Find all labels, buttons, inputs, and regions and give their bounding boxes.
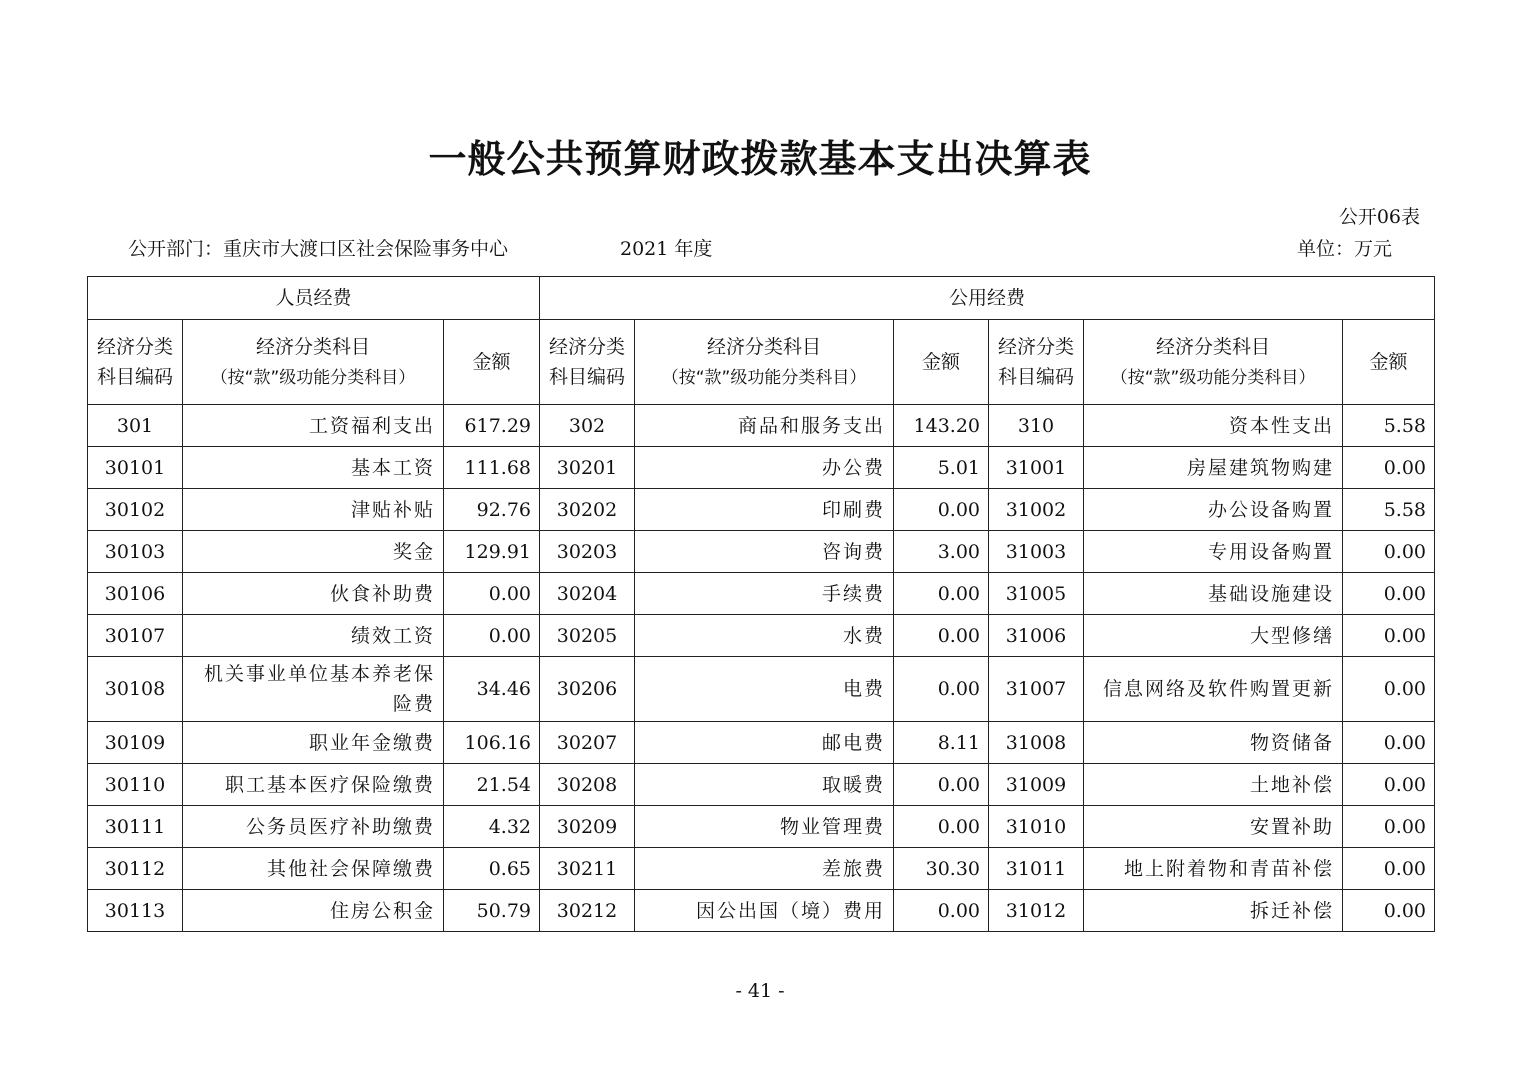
header-name-line2: （按“款”级功能分类科目） — [1110, 367, 1316, 388]
header-code-line1: 经济分类 — [998, 336, 1075, 358]
goods-code: 30206 — [540, 657, 635, 722]
goods-amount: 8.11 — [894, 722, 989, 764]
capital-code: 31002 — [989, 489, 1084, 531]
personnel-code: 30109 — [88, 722, 183, 764]
group-public: 公用经费 — [540, 277, 1435, 320]
goods-item: 手续费 — [635, 573, 894, 615]
table-row — [88, 447, 1435, 489]
header-code-line1: 经济分类 — [96, 336, 173, 358]
table-row — [88, 764, 1435, 806]
goods-code: 30203 — [540, 531, 635, 573]
personnel-amount: 617.29 — [444, 405, 540, 447]
goods-amount: 0.00 — [894, 489, 989, 531]
table-row — [88, 806, 1435, 848]
goods-amount: 143.20 — [894, 405, 989, 447]
personnel-code: 30102 — [88, 489, 183, 531]
goods-item: 取暖费 — [635, 764, 894, 806]
capital-code: 31009 — [989, 764, 1084, 806]
header-amount-3: 金额 — [1343, 320, 1435, 405]
goods-code: 30208 — [540, 764, 635, 806]
goods-item: 因公出国（境）费用 — [635, 890, 894, 932]
goods-amount: 30.30 — [894, 848, 989, 890]
goods-code: 30212 — [540, 890, 635, 932]
table-row — [88, 531, 1435, 573]
capital-code: 31008 — [989, 722, 1084, 764]
budget-table — [87, 276, 1435, 932]
header-name-line1: 经济分类科目 — [255, 335, 370, 358]
header-code-line2: 科目编码 — [998, 366, 1075, 388]
goods-amount: 0.00 — [894, 657, 989, 722]
capital-item: 办公设备购置 — [1084, 489, 1343, 531]
goods-amount: 3.00 — [894, 531, 989, 573]
goods-item: 电费 — [635, 657, 894, 722]
header-name-line1: 经济分类科目 — [1156, 335, 1271, 358]
capital-item: 物资储备 — [1084, 722, 1343, 764]
personnel-item: 职工基本医疗保险缴费 — [183, 764, 444, 806]
personnel-amount: 21.54 — [444, 764, 540, 806]
capital-code: 31005 — [989, 573, 1084, 615]
header-code-line2: 科目编码 — [549, 366, 626, 388]
capital-item: 资本性支出 — [1084, 405, 1343, 447]
personnel-amount: 0.00 — [444, 615, 540, 657]
header-name-3 — [1084, 320, 1343, 405]
goods-amount: 0.00 — [894, 890, 989, 932]
capital-code: 31006 — [989, 615, 1084, 657]
capital-amount: 0.00 — [1343, 573, 1435, 615]
meta-row — [128, 234, 1392, 262]
capital-amount: 0.00 — [1343, 722, 1435, 764]
header-name-line1: 经济分类科目 — [707, 335, 822, 358]
header-name-line2: （按“款”级功能分类科目） — [661, 367, 867, 388]
header-name-1 — [183, 320, 444, 405]
capital-amount: 0.00 — [1343, 615, 1435, 657]
capital-amount: 0.00 — [1343, 890, 1435, 932]
personnel-code: 30113 — [88, 890, 183, 932]
goods-code: 30205 — [540, 615, 635, 657]
personnel-item: 公务员医疗补助缴费 — [183, 806, 444, 848]
personnel-amount: 50.79 — [444, 890, 540, 932]
page-title: 一般公共预算财政拨款基本支出决算表 — [428, 137, 1092, 181]
personnel-code: 30111 — [88, 806, 183, 848]
goods-amount: 0.00 — [894, 806, 989, 848]
personnel-item: 奖金 — [183, 531, 444, 573]
personnel-item: 其他社会保障缴费 — [183, 848, 444, 890]
header-code-line1: 经济分类 — [549, 336, 626, 358]
goods-code: 30209 — [540, 806, 635, 848]
capital-code: 31003 — [989, 531, 1084, 573]
header-name-line2: （按“款”级功能分类科目） — [210, 367, 416, 388]
personnel-amount: 129.91 — [444, 531, 540, 573]
capital-amount: 0.00 — [1343, 531, 1435, 573]
header-code-1 — [88, 320, 183, 405]
goods-amount: 0.00 — [894, 615, 989, 657]
department-label: 公开部门：重庆市大渡口区社会保险事务中心 — [128, 238, 509, 260]
capital-item: 大型修缮 — [1084, 615, 1343, 657]
page-number: - 41 - — [735, 980, 785, 1002]
column-header-row — [88, 320, 1435, 405]
personnel-item: 机关事业单位基本养老保险费 — [183, 657, 444, 722]
personnel-amount: 4.32 — [444, 806, 540, 848]
capital-item: 基础设施建设 — [1084, 573, 1343, 615]
goods-amount: 0.00 — [894, 573, 989, 615]
group-personnel: 人员经费 — [88, 277, 540, 320]
capital-code: 31011 — [989, 848, 1084, 890]
goods-code: 30207 — [540, 722, 635, 764]
personnel-item: 津贴补贴 — [183, 489, 444, 531]
goods-code: 30204 — [540, 573, 635, 615]
capital-item: 专用设备购置 — [1084, 531, 1343, 573]
goods-code: 30211 — [540, 848, 635, 890]
group-header-row — [88, 277, 1435, 320]
personnel-code: 30101 — [88, 447, 183, 489]
capital-item: 安置补助 — [1084, 806, 1343, 848]
personnel-code: 30106 — [88, 573, 183, 615]
capital-code: 310 — [989, 405, 1084, 447]
personnel-item: 基本工资 — [183, 447, 444, 489]
table-row — [88, 489, 1435, 531]
personnel-code: 30103 — [88, 531, 183, 573]
table-row — [88, 573, 1435, 615]
personnel-item: 伙食补助费 — [183, 573, 444, 615]
personnel-amount: 92.76 — [444, 489, 540, 531]
personnel-amount: 111.68 — [444, 447, 540, 489]
year-label: 2021 年度 — [620, 238, 713, 260]
capital-item: 土地补偿 — [1084, 764, 1343, 806]
capital-item: 拆迁补偿 — [1084, 890, 1343, 932]
capital-amount: 0.00 — [1343, 764, 1435, 806]
goods-code: 302 — [540, 405, 635, 447]
capital-item: 信息网络及软件购置更新 — [1084, 657, 1343, 722]
capital-amount: 0.00 — [1343, 657, 1435, 722]
header-amount-1: 金额 — [444, 320, 540, 405]
personnel-code: 30112 — [88, 848, 183, 890]
header-amount-2: 金额 — [894, 320, 989, 405]
personnel-code: 301 — [88, 405, 183, 447]
goods-item: 办公费 — [635, 447, 894, 489]
personnel-item: 职业年金缴费 — [183, 722, 444, 764]
personnel-amount: 34.46 — [444, 657, 540, 722]
personnel-amount: 0.00 — [444, 573, 540, 615]
personnel-code: 30110 — [88, 764, 183, 806]
goods-item: 邮电费 — [635, 722, 894, 764]
capital-amount: 5.58 — [1343, 489, 1435, 531]
header-name-2 — [635, 320, 894, 405]
capital-code: 31007 — [989, 657, 1084, 722]
header-code-line2: 科目编码 — [96, 366, 173, 388]
table-id: 公开06表 — [1338, 206, 1420, 228]
goods-item: 咨询费 — [635, 531, 894, 573]
goods-amount: 5.01 — [894, 447, 989, 489]
personnel-code: 30107 — [88, 615, 183, 657]
capital-item: 房屋建筑物购建 — [1084, 447, 1343, 489]
table-row — [88, 405, 1435, 447]
table-row — [88, 848, 1435, 890]
goods-item: 水费 — [635, 615, 894, 657]
table-row — [88, 890, 1435, 932]
capital-amount: 0.00 — [1343, 447, 1435, 489]
table-row — [88, 615, 1435, 657]
header-code-3 — [989, 320, 1084, 405]
goods-amount: 0.00 — [894, 764, 989, 806]
capital-code: 31001 — [989, 447, 1084, 489]
goods-item: 印刷费 — [635, 489, 894, 531]
personnel-item: 住房公积金 — [183, 890, 444, 932]
capital-amount: 0.00 — [1343, 848, 1435, 890]
personnel-item: 绩效工资 — [183, 615, 444, 657]
capital-item: 地上附着物和青苗补偿 — [1084, 848, 1343, 890]
goods-item: 差旅费 — [635, 848, 894, 890]
goods-item: 物业管理费 — [635, 806, 894, 848]
table-row — [88, 722, 1435, 764]
goods-code: 30201 — [540, 447, 635, 489]
capital-amount: 5.58 — [1343, 405, 1435, 447]
personnel-item: 工资福利支出 — [183, 405, 444, 447]
unit-label: 单位：万元 — [1296, 238, 1392, 260]
header-code-2 — [540, 320, 635, 405]
capital-code: 31010 — [989, 806, 1084, 848]
personnel-amount: 106.16 — [444, 722, 540, 764]
table-row — [88, 657, 1435, 722]
capital-code: 31012 — [989, 890, 1084, 932]
goods-code: 30202 — [540, 489, 635, 531]
personnel-amount: 0.65 — [444, 848, 540, 890]
goods-item: 商品和服务支出 — [635, 405, 894, 447]
capital-amount: 0.00 — [1343, 806, 1435, 848]
personnel-code: 30108 — [88, 657, 183, 722]
